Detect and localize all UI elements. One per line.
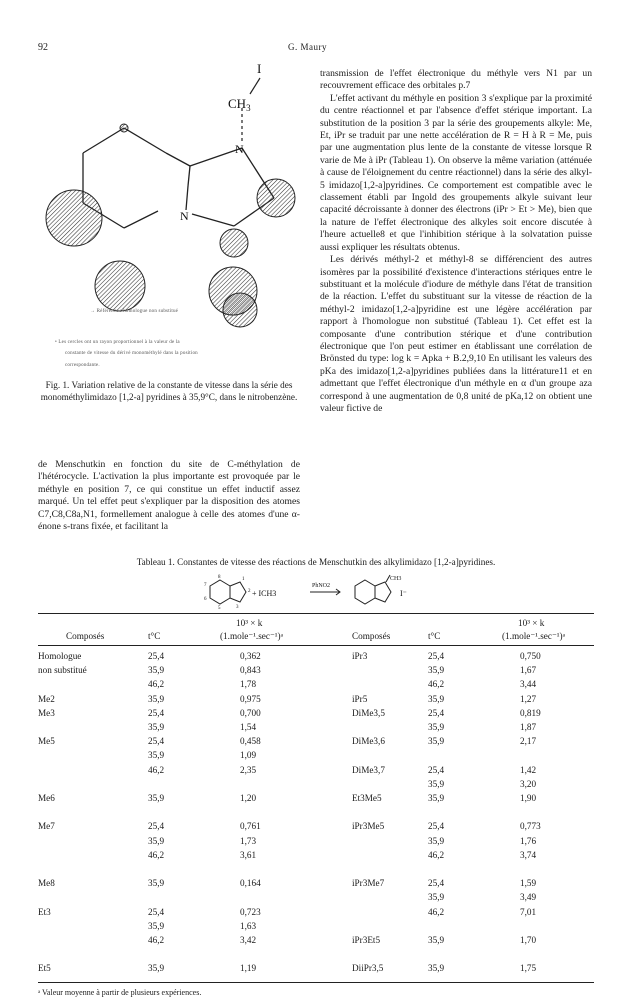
legend-note-3: correspondante. <box>65 363 100 368</box>
table-cell-temp: 35,9 <box>148 693 165 704</box>
table-cell-k: 0,458 <box>240 736 261 747</box>
table-cell-k: 0,164 <box>240 878 261 889</box>
table-cell-k: 0,700 <box>240 707 261 718</box>
table-cell-k: 0,975 <box>240 693 261 704</box>
table-cell-k: 1,27 <box>520 693 537 704</box>
table-cell-compound: iPr3 <box>352 651 368 661</box>
table-cell-k: 3,20 <box>520 778 537 789</box>
table-cell-k: 0,819 <box>520 707 541 718</box>
table-cell-k: 0,773 <box>520 821 541 832</box>
table-cell-compound: iPr3Et5 <box>352 935 381 945</box>
page-number: 92 <box>38 42 48 53</box>
table-cell-compound: Me3 <box>38 707 55 718</box>
table-cell-temp: 35,9 <box>428 935 445 945</box>
table-cell-temp: 25,4 <box>148 736 165 747</box>
table-cell-k: 1,73 <box>240 835 257 846</box>
table-cell-temp: 25,4 <box>148 821 165 832</box>
table-cell-compound: Me8 <box>38 878 55 889</box>
table-cell-temp: 25,4 <box>148 651 165 661</box>
circle-position-6 <box>95 261 145 311</box>
reaction-scheme <box>190 572 440 611</box>
table-cell-temp: 25,4 <box>148 906 165 917</box>
table-cell-compound: DiMe3,5 <box>352 707 385 718</box>
table-cell-k: 1,54 <box>240 722 257 732</box>
table-cell-temp: 35,9 <box>148 963 165 974</box>
table-title: Tableau 1. Constantes de vitesse des réactions de Menschutkin des alkylimidazo [1,2-a]pyridines. <box>136 557 496 567</box>
table-rule-bottom <box>38 982 594 983</box>
table-cell-k: 1,09 <box>240 750 257 761</box>
table-cell-k: 0,723 <box>240 906 261 917</box>
table-cell-k: 1,42 <box>520 764 537 775</box>
table-cell-k: 3,49 <box>520 892 537 903</box>
table-cell-temp: 46,2 <box>428 906 445 917</box>
table-cell-k: 1,75 <box>520 963 537 974</box>
scheme-pos-6: 6 <box>204 597 207 602</box>
table-cell-k: 1,63 <box>240 920 257 931</box>
header-k-top-right: 10³ × k <box>518 618 545 628</box>
table-cell-compound: Homologue <box>38 651 82 661</box>
right-paragraph-2: L'effet activant du méthyle en position 3 s'explique par la proximité du centre réactionnel et par l'absence d'effet stérique important. La substitution de la position 3 par la série des groupements alkyle: Me, Et, iPr se traduit par une nette accélération de R = H à R = Me, puis par une augmentation plus lente de la constante de vitesse lorsque R varie de Me à iPr (Tableau 1). On observe la même variation (atténuée à cause de l'éloignement du centre réactionnel) dans la série des alkyl-5 imidazo[1,2-a]pyridines. Ce comportement est compatible avec le classement établi par Ingold des groupements alkyle suivant leur capacité décroissante à donner des électrons (iPr > Et > Me), bien que la nature de l'effet électronique des alkyles soit encore discutée à l'heure actuelle8 et que l'inhibition stérique à la solvatation puisse aussi expliquer les résultats obtenus. <box>320 92 592 253</box>
scheme-product-ch3: CH3 <box>390 576 402 582</box>
scheme-pos-3: 3 <box>236 605 239 610</box>
table-cell-k: 1,59 <box>520 878 537 889</box>
header-temp-right: t°C <box>428 631 441 641</box>
table-cell-compound: DiMe3,7 <box>352 764 385 775</box>
left-column-text <box>38 459 300 533</box>
table-cell-temp: 25,4 <box>428 764 445 775</box>
table-cell-temp: 46,2 <box>428 849 445 860</box>
legend-reference: → Référence : homologue non substitué <box>90 309 179 314</box>
right-column-text <box>320 68 592 415</box>
table-cell-temp: 25,4 <box>428 651 445 661</box>
table-cell-k: 3,74 <box>520 849 537 860</box>
scheme-pos-5: 5 <box>218 606 221 611</box>
table-cell-compound: Et3Me5 <box>352 793 382 803</box>
scheme-pos-7: 7 <box>204 583 207 588</box>
table-cell-temp: 25,4 <box>148 707 165 718</box>
table-cell-temp: 35,9 <box>148 793 165 803</box>
table-rule-top <box>38 613 594 614</box>
label-n-bottom: N <box>180 209 189 223</box>
scheme-pos-8: 8 <box>218 575 221 580</box>
table-cell-k: 1,20 <box>240 793 257 803</box>
table-cell-compound: Me7 <box>38 821 55 832</box>
table-cell-compound: Et5 <box>38 963 51 974</box>
table-cell-k: 1,67 <box>520 665 537 676</box>
table-cell-temp: 35,9 <box>428 722 445 732</box>
table-cell-k: 0,750 <box>520 651 541 661</box>
table-cell-compound: Me5 <box>38 736 55 747</box>
table-cell-temp: 35,9 <box>428 793 445 803</box>
header-temp-left: t°C <box>148 631 161 641</box>
right-paragraph-1: transmission de l'effet électronique du méthyle vers N1 par un recouvrement efficace des orbitales p.7 <box>320 68 592 92</box>
scheme-reagent: + ICH3 <box>252 589 277 598</box>
table-cell-temp: 25,4 <box>428 707 445 718</box>
running-author: G. Maury <box>288 42 327 52</box>
table-cell-k: 1,90 <box>520 793 537 803</box>
label-ch3: $CH_3$ <box>228 96 251 113</box>
table-cell-temp: 46,2 <box>148 679 165 690</box>
table-cell-temp: 35,9 <box>428 778 445 789</box>
circle-position-7 <box>46 190 102 246</box>
table-cell-compound: iPr3Me5 <box>352 821 385 832</box>
table-cell-temp: 35,9 <box>148 722 165 732</box>
table-cell-k: 3,42 <box>240 935 257 945</box>
circle-position-2 <box>220 229 248 257</box>
right-paragraph-3: Les dérivés méthyl-2 et méthyl-8 se différencient des autres isomères par la possibilité d'existence d'interactions stériques entre le substituant et la molécule d'iodure de méthyle dans l'état de transition de la réaction. L'effet du substituant sur la vitesse de réaction de la méthyl-2 imidazo[1,2-a]pyridine est une légère accélération par rapport à l'homologue non substitué (Tableau 1). Cet effet est la composante d'une contribution stérique et d'une contribution électronique que l'on peut estimer en établissant une corrélation de Brönsted du type: log k = Apka + B.2,9,10 En utilisant les valeurs des pKa des imidazo[1,2-a]pyridines publiées dans la littérature11 et en admettant que l'effet électronique d'un méthyle en α d'un groupe aza correspond à une augmentation de 0,8 unité de pKa,12 on obtient une valeur fictive de <box>320 254 592 414</box>
header-k-bottom-right: (1.mole⁻¹.sec⁻¹)ᵃ <box>502 631 566 641</box>
figure-caption: Fig. 1. Variation relative de la constante de vitesse dans la série des monométhylimidazo [1,2-a] pyridines à 35,9°C, dans le nitrobenzène. <box>40 380 298 402</box>
header-compound-left: Composés <box>66 631 105 641</box>
table-cell-temp: 25,4 <box>428 821 445 832</box>
table-cell-k: 3,44 <box>520 679 537 690</box>
table-cell-temp: 35,9 <box>428 892 445 903</box>
table-cell-temp: 35,9 <box>148 665 165 676</box>
table-cell-k: 0,362 <box>240 651 261 661</box>
table-cell-compound: iPr5 <box>352 693 368 704</box>
table-cell-k: 3,61 <box>240 849 257 860</box>
table-cell-k: 1,87 <box>520 722 537 732</box>
table-cell-compound: DiiPr3,5 <box>352 963 384 974</box>
scheme-pos-1: 1 <box>242 577 245 582</box>
table-cell-temp: 35,9 <box>148 920 165 931</box>
table-cell-temp: 35,9 <box>428 736 445 747</box>
table-cell-compound: non substitué <box>38 665 87 676</box>
table-cell-k: 0,761 <box>240 821 261 832</box>
scheme-anion: I⁻ <box>400 589 407 598</box>
table-cell-temp: 35,9 <box>148 750 165 761</box>
scheme-conditions: PhNO2 <box>312 583 331 589</box>
table-cell-compound: Me2 <box>38 693 55 704</box>
table-cell-temp: 46,2 <box>428 679 445 690</box>
circle-position-3 <box>257 179 295 217</box>
i-bond <box>250 78 260 94</box>
table-cell-compound: Et3 <box>38 906 51 917</box>
table-cell-k: 2,35 <box>240 764 257 775</box>
table-cell-temp: 46,2 <box>148 935 165 945</box>
table-cell-k: 1,76 <box>520 835 537 846</box>
table-footnote: ᵃ Valeur moyenne à partir de plusieurs expériences. <box>38 988 202 997</box>
left-paragraph: de Menschutkin en fonction du site de C-méthylation de l'hétérocycle. L'activation la plus importante est provoquée par le méthyle en position 7, ce qui constitue un effet inductif assez marqué. Un tel effet peut s'expliquer par la disposition des atomes C7,C8,C8a,N1, formellement analogue à celle des atomes d'une α-énone s-trans fixée, et facilitant la <box>38 459 300 533</box>
table-cell-k: 1,70 <box>520 935 537 945</box>
table-cell-compound: DiMe3,6 <box>352 736 385 747</box>
table-cell-temp: 35,9 <box>428 963 445 974</box>
table-cell-compound: iPr3Me7 <box>352 878 385 889</box>
table-cell-k: 0,843 <box>240 665 261 676</box>
header-k-bottom-left: (1.mole⁻¹.sec⁻¹)ᵃ <box>220 631 284 641</box>
table-cell-k: 2,17 <box>520 736 537 747</box>
table-cell-temp: 35,9 <box>148 878 165 889</box>
table-cell-temp: 35,9 <box>428 693 445 704</box>
scheme-pos-2: 2 <box>248 589 251 594</box>
legend-note-2: constante de vitesse du dérivé monométhylé dans la position <box>65 351 198 356</box>
molecule-bonds <box>83 128 274 228</box>
table-cell-temp: 35,9 <box>428 835 445 846</box>
table-cell-k: 1,78 <box>240 679 257 690</box>
table-cell-temp: 25,4 <box>428 878 445 889</box>
reference-circle <box>220 290 260 330</box>
table-cell-temp: 46,2 <box>148 849 165 860</box>
table-cell-k: 1,19 <box>240 963 257 974</box>
table-cell-temp: 35,9 <box>428 665 445 676</box>
circle-position-8 <box>120 124 128 132</box>
table-cell-k: 7,01 <box>520 906 537 917</box>
table-cell-compound: Me6 <box>38 793 55 803</box>
header-compound-right: Composés <box>352 631 391 641</box>
header-k-top-left: 10³ × k <box>236 618 263 628</box>
table-rule-header <box>38 645 594 646</box>
label-i: I <box>257 61 262 76</box>
table-cell-temp: 35,9 <box>148 835 165 846</box>
table-cell-temp: 46,2 <box>148 764 165 775</box>
label-n-top: N <box>235 142 244 156</box>
legend-note-1: • Les cercles ont un rayon proportionnel à la valeur de la <box>55 340 180 345</box>
